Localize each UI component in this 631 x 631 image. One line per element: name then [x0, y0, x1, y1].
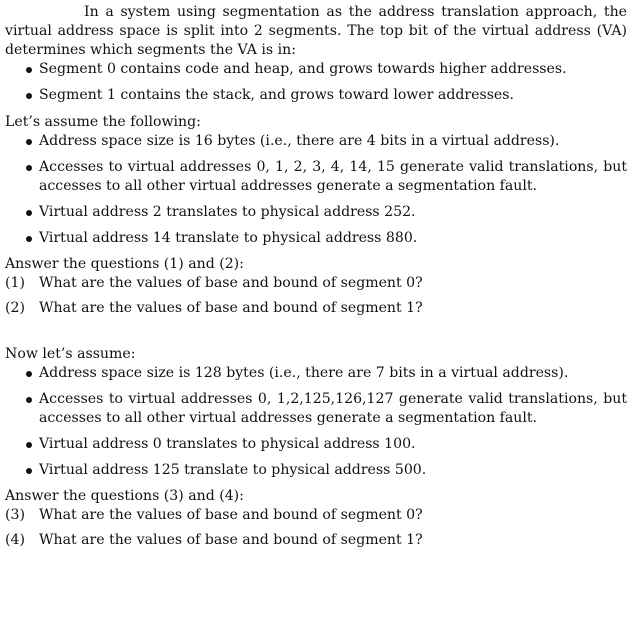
segment-list — [5, 60, 627, 105]
bullet-icon — [26, 67, 32, 73]
bullet-icon — [26, 139, 32, 145]
bullet-icon — [26, 371, 32, 377]
assumption-text: Virtual address 14 translate to physical address 880. — [39, 230, 418, 246]
now-heading: Now let’s assume: — [5, 346, 136, 362]
question-number: (2) — [5, 300, 25, 316]
questions-list-2 — [5, 506, 627, 550]
document-page — [0, 3, 631, 631]
bullet-icon — [26, 468, 32, 474]
question-item — [5, 274, 627, 293]
segment-text: Segment 0 contains code and heap, and grows towards higher addresses. — [39, 61, 567, 77]
question-item — [5, 531, 627, 550]
assumption-item — [5, 461, 627, 480]
bullet-icon — [26, 397, 32, 403]
question-number: (1) — [5, 275, 25, 291]
question-text: What are the values of base and bound of segment 0? — [39, 275, 423, 291]
answer-heading-1: Answer the questions (1) and (2): — [5, 256, 244, 272]
question-text: What are the values of base and bound of segment 1? — [39, 532, 423, 548]
questions-list-1 — [5, 274, 627, 318]
bullet-icon — [26, 165, 32, 171]
assumption-item — [5, 132, 627, 151]
assumption-text: Virtual address 0 translates to physical address 100. — [39, 436, 416, 452]
segment-item — [5, 86, 627, 105]
assumption-item — [5, 390, 627, 428]
assumption-item — [5, 364, 627, 383]
bullet-icon — [26, 236, 32, 242]
assumptions-list-1 — [5, 132, 627, 248]
assumption-text: Virtual address 2 translates to physical address 252. — [39, 204, 416, 220]
assumption-item — [5, 435, 627, 454]
assumption-text: Address space size is 128 bytes (i.e., there are 7 bits in a virtual address). — [39, 365, 569, 381]
assumption-item — [5, 158, 627, 196]
bullet-icon — [26, 93, 32, 99]
assumption-text: Accesses to virtual addresses 0, 1, 2, 3, 4, 14, 15 generate valid translations, but accesses to all other virtual addresses generate a segmentation fault. — [39, 159, 627, 194]
bullet-icon — [26, 210, 32, 216]
question-text: What are the values of base and bound of segment 1? — [39, 300, 423, 316]
question-text: What are the values of base and bound of segment 0? — [39, 507, 423, 523]
question-number: (3) — [5, 507, 25, 523]
segment-item — [5, 60, 627, 79]
question-item — [5, 506, 627, 525]
question-number: (4) — [5, 532, 25, 548]
assumption-text: Address space size is 16 bytes (i.e., there are 4 bits in a virtual address). — [39, 133, 560, 149]
bullet-icon — [26, 442, 32, 448]
assumption-item — [5, 203, 627, 222]
intro-paragraph: In a system using segmentation as the address translation approach, the virtual address space is split into 2 segments. The top bit of the virtual address (VA) determines which segments the VA is in: — [5, 4, 627, 58]
assumption-item — [5, 229, 627, 248]
assumptions-list-2 — [5, 364, 627, 480]
answer-heading-2: Answer the questions (3) and (4): — [5, 488, 244, 504]
assumption-text: Accesses to virtual addresses 0, 1,2,125,126,127 generate valid translations, but accesses to all other virtual addresses generate a segmentation fault. — [39, 391, 627, 426]
segment-text: Segment 1 contains the stack, and grows toward lower addresses. — [39, 87, 514, 103]
question-item — [5, 299, 627, 318]
assumption-text: Virtual address 125 translate to physical address 500. — [39, 462, 427, 478]
assume-heading: Let’s assume the following: — [5, 114, 201, 130]
